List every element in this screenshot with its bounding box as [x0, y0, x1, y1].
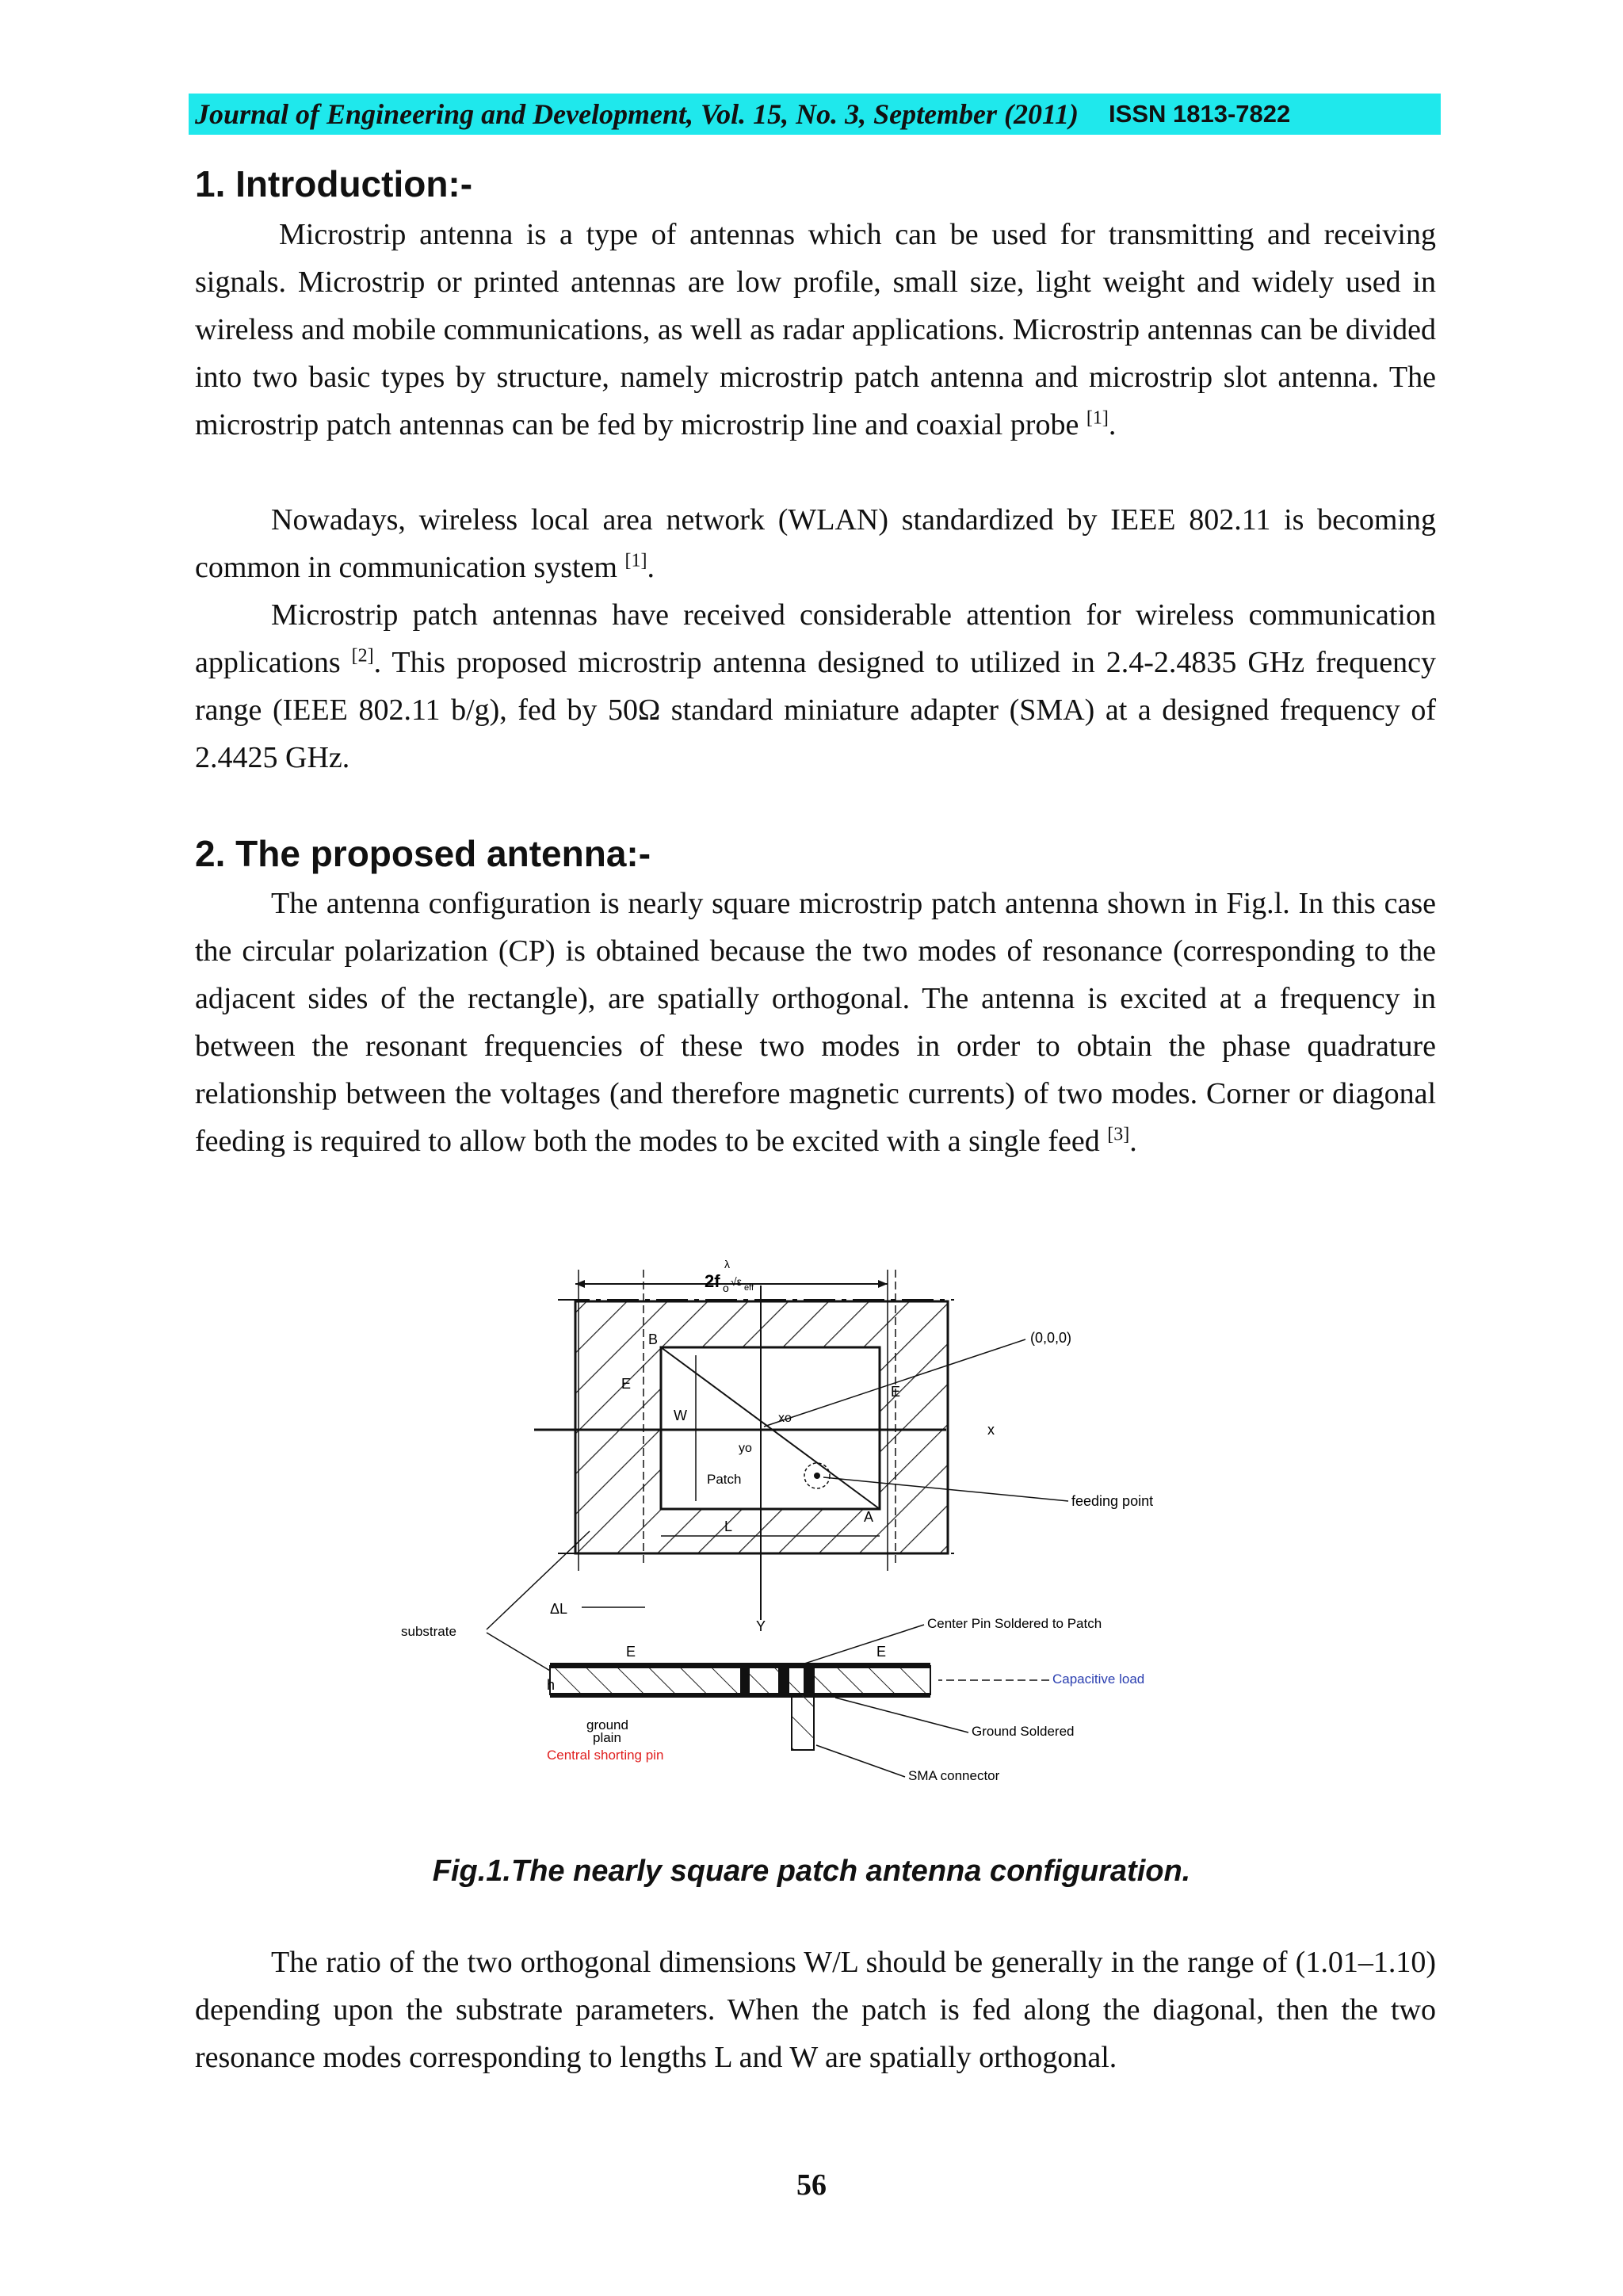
- svg-text:E: E: [621, 1376, 632, 1392]
- svg-text:xo: xo: [778, 1412, 792, 1425]
- svg-text:x: x: [987, 1422, 995, 1438]
- issn: ISSN 1813-7822: [1109, 100, 1291, 128]
- top-dimension: [575, 1258, 888, 1294]
- svg-text:feeding point: feeding point: [1071, 1493, 1154, 1509]
- intro-paragraph-1: Microstrip antenna is a type of antennas which can be used for transmitting and receiving signals. Microstrip or printed antennas are low profile, small size, light weight and widely used in wireless and mobile communications, as well as radar applications. Microstrip antennas can be divided into two basic types by structure, namely microstrip patch antenna and microstrip slot antenna. The microstrip patch antennas can be fed by microstrip line and coaxial probe [1].: [195, 218, 1436, 441]
- svg-text:Capacitive load: Capacitive load: [1052, 1671, 1145, 1687]
- journal-header: [189, 94, 1441, 135]
- svg-text:yo: yo: [739, 1442, 752, 1455]
- sma-connector: [792, 1694, 814, 1750]
- svg-text:E: E: [876, 1644, 887, 1660]
- section-title-proposed-antenna: 2. The proposed antenna:-: [195, 833, 651, 874]
- svg-text:o: o: [723, 1282, 729, 1294]
- citation: [2]: [351, 645, 374, 667]
- svg-text:eff: eff: [744, 1283, 754, 1293]
- svg-text:W: W: [674, 1408, 687, 1423]
- svg-text:h: h: [547, 1677, 556, 1693]
- intro-paragraph-3: Microstrip patch antennas have received considerable attention for wireless communication applications [2]. This proposed microstrip antenna designed to utilized in 2.4-2.4835 GHz frequency range (IEEE 802.11 b/g), fed by 50Ω standard miniature adapter (SMA) at a designed frequency of 2.4425 GHz.: [195, 598, 1436, 774]
- svg-text:A: A: [864, 1509, 874, 1525]
- svg-text:Y: Y: [756, 1618, 766, 1634]
- svg-text:Central shorting pin: Central shorting pin: [547, 1748, 664, 1763]
- svg-text:L: L: [724, 1519, 733, 1534]
- proposed-paragraph-2: The ratio of the two orthogonal dimensions W/L should be generally in the range of (1.01–1.10) depending upon the substrate parameters. When the patch is fed along the diagonal, then the two resonance modes corresponding to lengths L and W are spatially orthogonal.: [195, 1946, 1436, 2074]
- svg-text:E: E: [891, 1384, 901, 1400]
- svg-text:SMA connector: SMA connector: [908, 1768, 1000, 1783]
- proposed-paragraph-1: The antenna configuration is nearly square microstrip patch antenna shown in Fig.l. In this case the circular polarization (CP) is obtained because the two modes of resonance (corresponding to the adjacent sides of the rectangle), are spatially orthogonal. The antenna is excited at a frequency in between the resonant frequencies of these two modes in order to obtain the phase quadrature relationship between the voltages (and therefore magnetic currents) of two modes. Corner or diagonal feeding is required to allow both the modes to be excited with a single feed [3].: [195, 887, 1436, 1158]
- svg-text:B: B: [648, 1331, 659, 1347]
- svg-text:ground: ground: [586, 1717, 628, 1733]
- journal-title: Journal of Engineering and Development, Vol. 15, No. 3, September (2011): [195, 98, 1079, 130]
- svg-text:Ground Soldered: Ground Soldered: [972, 1724, 1075, 1739]
- svg-text:plain: plain: [593, 1730, 621, 1745]
- svg-text:Center Pin Soldered to Patch: Center Pin Soldered to Patch: [927, 1616, 1102, 1631]
- svg-text:2f: 2f: [705, 1271, 720, 1291]
- citation: [1]: [1086, 407, 1109, 429]
- svg-text:ΔL: ΔL: [550, 1601, 568, 1617]
- citation: [1]: [624, 550, 647, 571]
- svg-text:substrate: substrate: [401, 1624, 456, 1639]
- citation: [3]: [1107, 1124, 1130, 1145]
- svg-text:λ: λ: [724, 1258, 730, 1270]
- svg-text:Patch: Patch: [707, 1472, 742, 1487]
- figure-caption: Fig.1.The nearly square patch antenna configuration.: [432, 1855, 1191, 1888]
- antenna-figure: [391, 1254, 1208, 1801]
- svg-text:E: E: [626, 1644, 636, 1660]
- svg-text:(0,0,0): (0,0,0): [1030, 1330, 1072, 1346]
- page-number: 56: [796, 2168, 827, 2202]
- svg-text:√ε: √ε: [731, 1275, 742, 1288]
- intro-paragraph-2: Nowadays, wireless local area network (WLAN) standardized by IEEE 802.11 is becoming common in communication system [1].: [195, 503, 1436, 584]
- central-shorting-pin: [740, 1666, 750, 1694]
- section-title-introduction: 1. Introduction:-: [195, 163, 473, 204]
